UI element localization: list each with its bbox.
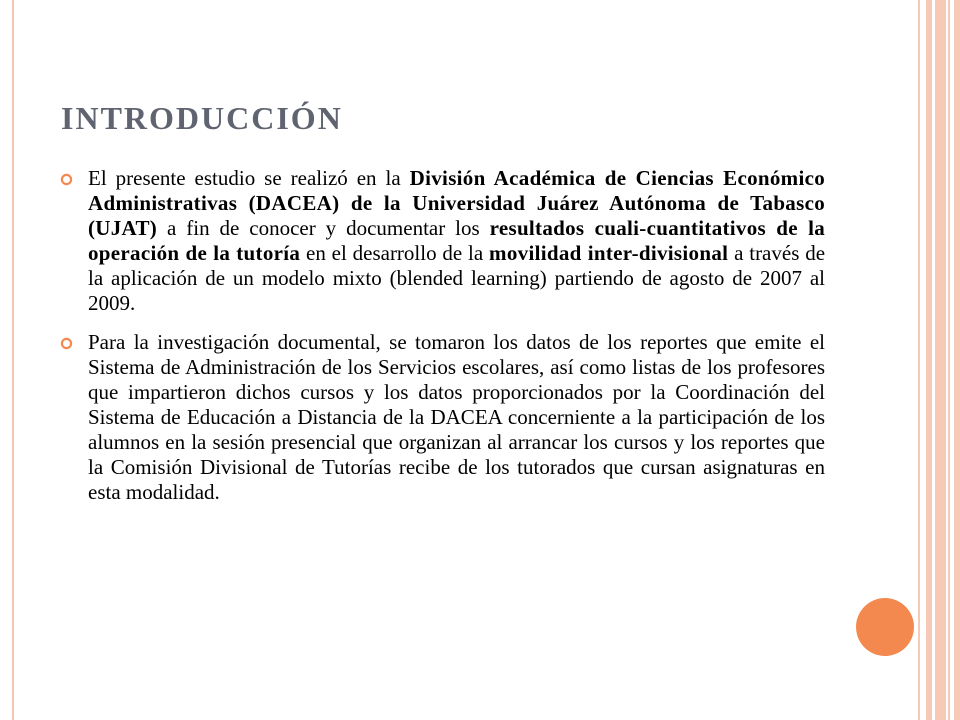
decorative-stripe — [935, 0, 946, 720]
bullet-2-text: Para la investigación documental, se tomaron los datos de los reportes que emite el Sistema de Administración de los Servicios escolares, así como listas de los profesores que impartieron dichos cursos y los datos proporcionados por la Coordinación del Sistema de Educación a Distancia de la DACEA concerniente a la participación de los alumnos en la sesión presencial que organizan al arrancar los cursos y los reportes que la Comisión Divisional de Tutorías recibe de los tutorados que cursan asignaturas en esta modalidad. — [88, 330, 825, 504]
decorative-stripe — [918, 0, 920, 720]
bullet-list — [60, 166, 825, 519]
decorative-stripe — [926, 0, 932, 720]
decorative-stripe — [954, 0, 960, 720]
bullet-1-text: a través de la aplicación de un modelo mixto (blended learning) partiendo de agosto de 2007 al 2009. — [88, 241, 826, 315]
bullet-item-1 — [60, 166, 825, 316]
bullet-item-2 — [60, 330, 825, 505]
bullet-1-bold-mobility: movilidad inter-divisional — [489, 241, 729, 265]
circle-outline-icon — [60, 337, 73, 350]
bullet-1-text: en el desarrollo de la — [300, 241, 490, 265]
left-border-line — [12, 0, 14, 720]
bullet-1-text: a fin de conocer y documentar los — [157, 216, 490, 240]
bullet-1-text: El presente estudio se realizó en la — [88, 166, 410, 190]
decorative-stripe — [948, 0, 950, 720]
orange-circle-decoration — [856, 598, 914, 656]
bullet-1-bold-division: División Académica de Ciencias Económico Administrativas (DACEA) de la Universidad Juárez Autónoma de Tabasco (UJAT) — [88, 166, 825, 240]
slide-title: INTRODUCCIÓN — [61, 100, 343, 136]
circle-outline-icon — [60, 173, 73, 186]
bullet-1-bold-results: resultados cuali-cuantitativos de la operación de la tutoría — [88, 216, 825, 265]
